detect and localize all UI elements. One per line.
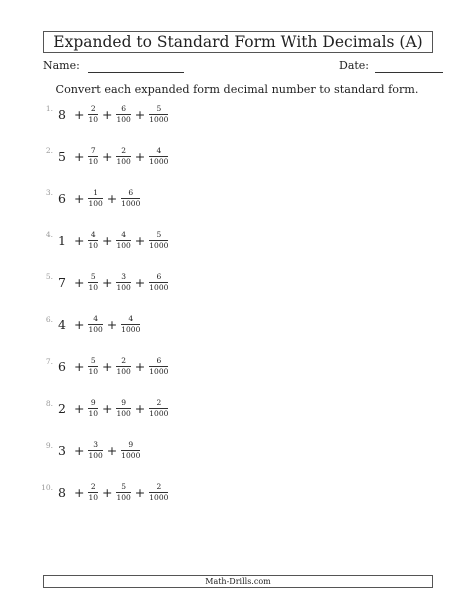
fraction-numerator: 4 — [121, 315, 140, 325]
plus-sign: + — [134, 106, 146, 122]
expanded-expression — [58, 357, 168, 376]
plus-sign: + — [101, 485, 113, 501]
fraction-numerator: 4 — [149, 147, 168, 157]
problem-number: 3. — [45, 188, 53, 198]
fraction-numerator: 7 — [88, 147, 98, 157]
plus-sign: + — [73, 359, 85, 375]
fraction-numerator: 6 — [121, 189, 140, 199]
plus-sign: + — [73, 443, 85, 459]
fraction — [149, 399, 168, 418]
fraction-denominator: 10 — [88, 114, 98, 124]
plus-sign: + — [73, 274, 85, 290]
problem-item — [28, 183, 140, 213]
fraction — [116, 147, 130, 166]
fraction-numerator: 6 — [116, 105, 130, 115]
fraction — [88, 483, 98, 502]
whole-number: 3 — [58, 443, 66, 459]
fraction-denominator: 1000 — [149, 282, 169, 292]
plus-sign: + — [106, 317, 118, 332]
problem-item — [28, 225, 168, 255]
fraction — [88, 441, 102, 460]
problem-item — [28, 394, 168, 424]
fraction-numerator: 6 — [149, 357, 168, 367]
fraction-numerator: 9 — [88, 399, 98, 409]
fraction — [88, 357, 98, 376]
fraction-numerator: 2 — [149, 483, 168, 493]
problem-item — [28, 310, 140, 340]
plus-sign: + — [73, 148, 85, 164]
fraction-numerator: 1 — [88, 189, 102, 199]
fraction-denominator: 10 — [88, 409, 98, 419]
expanded-expression — [58, 273, 168, 292]
whole-number: 6 — [58, 359, 66, 375]
fraction — [88, 399, 98, 418]
whole-number: 8 — [58, 106, 66, 122]
fraction-numerator: 9 — [121, 441, 140, 451]
fraction-numerator: 5 — [88, 357, 98, 367]
problem-item — [28, 267, 168, 297]
problem-number: 7. — [45, 356, 53, 366]
whole-number: 1 — [58, 232, 66, 248]
fraction-numerator: 6 — [149, 273, 168, 283]
fraction-numerator: 4 — [88, 231, 98, 241]
plus-sign: + — [73, 317, 85, 332]
fraction-denominator: 100 — [88, 325, 103, 334]
problem-number: 1. — [45, 104, 53, 113]
whole-number: 2 — [58, 401, 66, 417]
fraction-denominator: 100 — [88, 198, 103, 208]
plus-sign: + — [134, 148, 146, 164]
problem-item — [28, 99, 168, 129]
fraction-denominator: 10 — [88, 240, 98, 250]
problem-number: 5. — [45, 272, 53, 282]
fraction-denominator: 10 — [88, 493, 98, 503]
plus-sign: + — [101, 232, 113, 248]
date-label: Date: — [339, 59, 370, 72]
fraction — [116, 357, 130, 376]
problem-number: 2. — [45, 146, 53, 156]
fraction — [149, 483, 168, 502]
fraction — [149, 231, 168, 250]
name-label: Name: — [43, 59, 80, 72]
expanded-expression — [58, 483, 168, 502]
fraction — [88, 231, 98, 250]
fraction — [116, 483, 130, 502]
fraction-numerator: 2 — [116, 357, 130, 367]
fraction-denominator: 10 — [88, 156, 98, 166]
whole-number: 5 — [58, 148, 66, 164]
worksheet-title: Expanded to Standard Form With Decimals (A) — [43, 31, 433, 53]
plus-sign: + — [101, 106, 113, 122]
fraction-denominator: 1000 — [149, 367, 169, 377]
fraction-numerator: 2 — [88, 483, 98, 493]
plus-sign: + — [101, 401, 113, 417]
fraction-numerator: 5 — [149, 105, 168, 115]
problem-number: 4. — [45, 230, 53, 240]
fraction — [88, 147, 98, 166]
fraction-numerator: 2 — [116, 147, 130, 157]
plus-sign: + — [73, 232, 85, 248]
fraction-denominator: 1000 — [121, 198, 141, 208]
problem-item — [28, 352, 168, 382]
problem-number: 9. — [45, 440, 53, 450]
plus-sign: + — [106, 443, 118, 459]
fraction-denominator: 1000 — [149, 240, 169, 250]
fraction — [88, 273, 98, 292]
fraction — [88, 189, 102, 208]
fraction — [121, 315, 140, 334]
name-blank-line — [88, 60, 184, 73]
fraction — [149, 273, 168, 292]
fraction-numerator: 4 — [88, 315, 102, 325]
expanded-expression — [58, 189, 140, 208]
whole-number: 6 — [58, 190, 66, 206]
plus-sign: + — [134, 274, 146, 290]
fraction-numerator: 3 — [116, 273, 130, 283]
problem-number: 8. — [45, 398, 53, 408]
whole-number: 8 — [58, 485, 66, 501]
fraction-numerator: 5 — [88, 273, 98, 283]
name-field — [43, 59, 184, 73]
fraction-numerator: 5 — [149, 231, 168, 241]
fraction-numerator: 2 — [149, 399, 168, 409]
fraction-denominator: 100 — [116, 156, 131, 166]
fraction — [121, 441, 140, 460]
plus-sign: + — [134, 359, 146, 375]
plus-sign: + — [134, 401, 146, 417]
fraction-numerator: 2 — [88, 105, 98, 115]
plus-sign: + — [73, 106, 85, 122]
plus-sign: + — [106, 190, 118, 206]
expanded-expression — [58, 441, 140, 460]
whole-number: 4 — [58, 317, 66, 332]
fraction-denominator: 100 — [116, 367, 131, 377]
expanded-expression — [58, 399, 168, 418]
plus-sign: + — [101, 359, 113, 375]
fraction-denominator: 100 — [116, 409, 131, 419]
expanded-expression — [58, 231, 168, 250]
fraction — [149, 147, 168, 166]
whole-number: 7 — [58, 274, 66, 290]
fraction — [116, 231, 130, 250]
instructions: Convert each expanded form decimal number to standard form. — [55, 83, 419, 96]
fraction-denominator: 100 — [116, 240, 131, 250]
fraction-denominator: 1000 — [149, 409, 169, 419]
fraction-denominator: 10 — [88, 282, 98, 292]
fraction-denominator: 1000 — [149, 156, 169, 166]
expanded-expression — [58, 315, 140, 334]
plus-sign: + — [73, 485, 85, 501]
fraction — [116, 105, 130, 124]
footer-brand: Math-Drills.com — [43, 575, 433, 588]
fraction-denominator: 100 — [116, 282, 131, 292]
fraction — [116, 273, 130, 292]
fraction-numerator: 5 — [116, 483, 130, 493]
fraction-denominator: 1000 — [149, 493, 169, 503]
fraction — [149, 105, 168, 124]
fraction-denominator: 100 — [88, 451, 103, 461]
plus-sign: + — [73, 190, 85, 206]
plus-sign: + — [134, 485, 146, 501]
fraction-denominator: 10 — [88, 367, 98, 377]
plus-sign: + — [101, 148, 113, 164]
plus-sign: + — [134, 232, 146, 248]
expanded-expression — [58, 147, 168, 166]
problem-item — [28, 478, 168, 508]
plus-sign: + — [101, 274, 113, 290]
fraction-numerator: 3 — [88, 441, 102, 451]
fraction-denominator: 100 — [116, 114, 131, 124]
fraction-denominator: 100 — [116, 493, 131, 503]
fraction-numerator: 4 — [116, 231, 130, 241]
fraction — [149, 357, 168, 376]
fraction-denominator: 1000 — [121, 325, 141, 334]
fraction — [88, 105, 98, 124]
problem-item — [28, 141, 168, 171]
fraction-denominator: 1000 — [121, 451, 141, 461]
plus-sign: + — [73, 401, 85, 417]
date-blank-line — [375, 60, 443, 73]
problem-number: 6. — [45, 314, 53, 324]
problem-number: 10. — [41, 482, 53, 492]
date-field — [339, 59, 443, 73]
expanded-expression — [58, 105, 168, 124]
fraction — [121, 189, 140, 208]
fraction — [116, 399, 130, 418]
fraction — [88, 315, 102, 334]
problem-item — [28, 436, 140, 466]
fraction-numerator: 9 — [116, 399, 130, 409]
fraction-denominator: 1000 — [149, 114, 169, 124]
